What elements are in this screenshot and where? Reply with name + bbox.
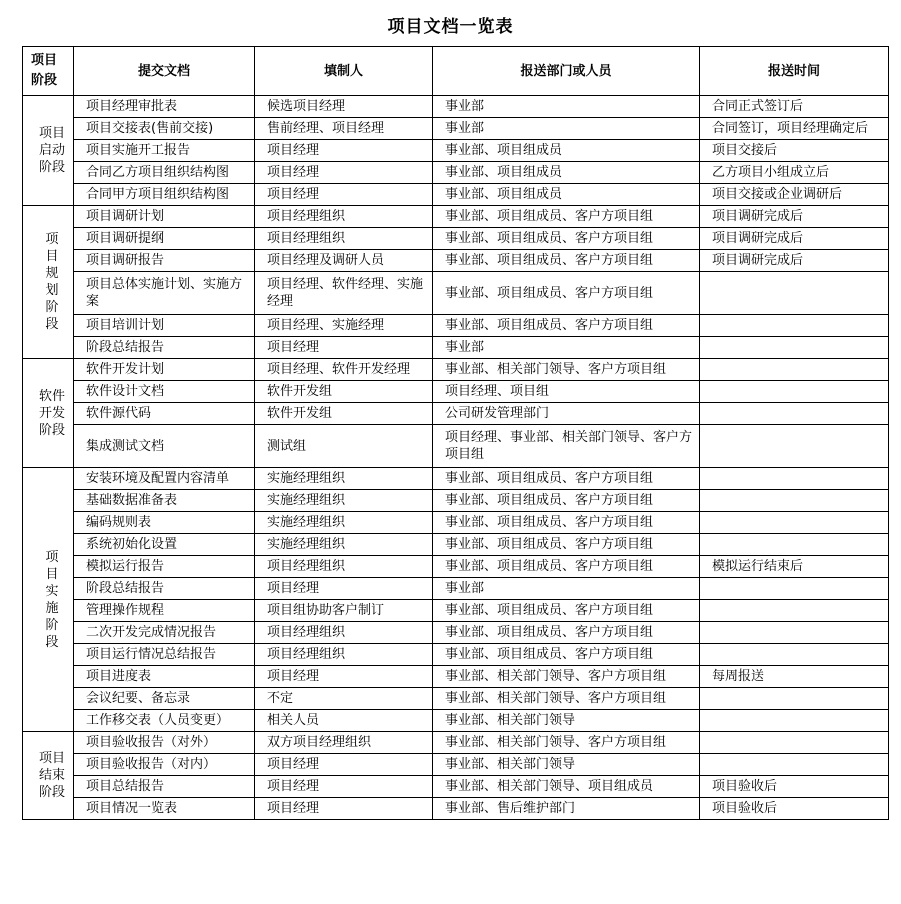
time-cell: 合同签订，项目经理确定后: [700, 118, 889, 140]
table-row: [23, 228, 889, 250]
time-cell: [700, 315, 889, 337]
recipients-cell: 事业部、相关部门领导、项目组成员: [433, 776, 700, 798]
time-cell: [700, 600, 889, 622]
preparer-cell: 项目经理: [255, 754, 433, 776]
document-cell: 项目调研提纲: [74, 228, 255, 250]
recipients-cell: 事业部、项目组成员: [433, 162, 700, 184]
table-row: [23, 250, 889, 272]
stage-name-line: 段: [45, 317, 59, 332]
table-row: [23, 776, 889, 798]
time-cell: 项目交接后: [700, 140, 889, 162]
recipients-cell: 事业部、相关部门领导: [433, 710, 700, 732]
time-cell: [700, 272, 889, 315]
preparer-cell: 项目经理组织: [255, 556, 433, 578]
recipients-cell: 事业部、项目组成员、客户方项目组: [433, 490, 700, 512]
preparer-cell: 双方项目经理组织: [255, 732, 433, 754]
recipients-cell: 事业部、项目组成员、客户方项目组: [433, 534, 700, 556]
stage-name-line: 阶段: [38, 160, 65, 175]
table-row: [23, 578, 889, 600]
stage-name-line: 项目: [38, 751, 65, 766]
stage-name-line: 目: [45, 566, 59, 582]
stage-name-line: 项: [45, 232, 59, 247]
time-cell: 模拟运行结束后: [700, 556, 889, 578]
recipients-cell: 事业部: [433, 96, 700, 118]
preparer-cell: 项目经理: [255, 184, 433, 206]
document-cell: 项目验收报告（对内）: [74, 754, 255, 776]
preparer-cell: 不定: [255, 688, 433, 710]
time-cell: [700, 512, 889, 534]
header-stage: [23, 47, 74, 96]
recipients-cell: 事业部、项目组成员、客户方项目组: [433, 512, 700, 534]
stage-name-line: 启动: [38, 143, 65, 158]
document-cell: 软件源代码: [74, 403, 255, 425]
stage-name-line: 开发: [38, 405, 65, 421]
recipients-cell: 事业部、相关部门领导、客户方项目组: [433, 666, 700, 688]
document-cell: 会议纪要、备忘录: [74, 688, 255, 710]
document-table: [22, 46, 889, 820]
time-cell: 项目交接或企业调研后: [700, 184, 889, 206]
time-cell: [700, 425, 889, 468]
document-cell: 项目进度表: [74, 666, 255, 688]
table-row: [23, 162, 889, 184]
document-cell: 项目培训计划: [74, 315, 255, 337]
stage-name-line: 阶: [45, 617, 59, 633]
recipients-cell: 事业部、项目组成员、客户方项目组: [433, 250, 700, 272]
header-stage-line: 项目: [31, 53, 58, 68]
preparer-cell: 项目经理组织: [255, 644, 433, 666]
document-cell: 软件开发计划: [74, 359, 255, 381]
stage-cell: [23, 359, 74, 468]
time-cell: [700, 468, 889, 490]
recipients-cell: 项目经理、事业部、相关部门领导、客户方项目组: [433, 425, 700, 468]
recipients-cell: 事业部、项目组成员、客户方项目组: [433, 644, 700, 666]
recipients-cell: 事业部、项目组成员、客户方项目组: [433, 272, 700, 315]
stage-cell: [23, 468, 74, 732]
preparer-cell: 实施经理组织: [255, 512, 433, 534]
header-time: 报送时间: [700, 47, 889, 96]
recipients-cell: 事业部、项目组成员、客户方项目组: [433, 600, 700, 622]
document-cell: 阶段总结报告: [74, 578, 255, 600]
recipients-cell: 事业部、项目组成员、客户方项目组: [433, 468, 700, 490]
recipients-cell: 公司研发管理部门: [433, 403, 700, 425]
stage-cell: [23, 206, 74, 359]
document-cell: 软件设计文档: [74, 381, 255, 403]
document-cell: 阶段总结报告: [74, 337, 255, 359]
stage-name-line: 阶: [45, 300, 59, 315]
table-row: [23, 798, 889, 820]
recipients-cell: 事业部、相关部门领导、客户方项目组: [433, 359, 700, 381]
table-row: [23, 315, 889, 337]
document-cell: 项目实施开工报告: [74, 140, 255, 162]
preparer-cell: 项目经理: [255, 666, 433, 688]
table-row: [23, 710, 889, 732]
preparer-cell: 项目经理: [255, 337, 433, 359]
time-cell: [700, 732, 889, 754]
time-cell: 项目调研完成后: [700, 228, 889, 250]
stage-name-line: 项: [45, 549, 59, 565]
recipients-cell: 事业部、相关部门领导、客户方项目组: [433, 688, 700, 710]
stage-cell: [23, 732, 74, 820]
time-cell: [700, 710, 889, 732]
document-cell: 项目运行情况总结报告: [74, 644, 255, 666]
stage-name-line: 阶段: [38, 785, 65, 800]
preparer-cell: 软件开发组: [255, 381, 433, 403]
preparer-cell: 项目经理: [255, 776, 433, 798]
time-cell: [700, 490, 889, 512]
header-row: [23, 47, 889, 96]
stage-name-line: 结束: [38, 768, 65, 783]
preparer-cell: 实施经理组织: [255, 534, 433, 556]
table-row: [23, 403, 889, 425]
time-cell: 项目调研完成后: [700, 206, 889, 228]
table-row: [23, 622, 889, 644]
recipients-cell: 事业部、项目组成员、客户方项目组: [433, 556, 700, 578]
preparer-cell: 软件开发组: [255, 403, 433, 425]
time-cell: [700, 381, 889, 403]
time-cell: [700, 688, 889, 710]
document-cell: 项目总结报告: [74, 776, 255, 798]
preparer-cell: 项目经理: [255, 162, 433, 184]
table-row: [23, 118, 889, 140]
recipients-cell: 项目经理、项目组: [433, 381, 700, 403]
document-cell: 安装环境及配置内容清单: [74, 468, 255, 490]
time-cell: [700, 359, 889, 381]
recipients-cell: 事业部、相关部门领导: [433, 754, 700, 776]
recipients-cell: 事业部: [433, 118, 700, 140]
document-cell: 项目经理审批表: [74, 96, 255, 118]
time-cell: [700, 403, 889, 425]
page-title: 项目文档一览表: [387, 17, 514, 37]
stage-cell: [23, 96, 74, 206]
table-row: [23, 184, 889, 206]
recipients-cell: 事业部、项目组成员、客户方项目组: [433, 228, 700, 250]
preparer-cell: 测试组: [255, 425, 433, 468]
stage-name-line: 段: [45, 634, 59, 650]
time-cell: 每周报送: [700, 666, 889, 688]
table-row: [23, 732, 889, 754]
recipients-cell: 事业部、项目组成员、客户方项目组: [433, 315, 700, 337]
preparer-cell: 项目经理及调研人员: [255, 250, 433, 272]
document-cell: 基础数据准备表: [74, 490, 255, 512]
header-document: 提交文档: [74, 47, 255, 96]
stage-name-line: 项目: [38, 126, 65, 141]
document-cell: 项目交接表(售前交接): [74, 118, 255, 140]
recipients-cell: 事业部、售后维护部门: [433, 798, 700, 820]
table-row: [23, 425, 889, 468]
time-cell: [700, 534, 889, 556]
time-cell: 项目调研完成后: [700, 250, 889, 272]
preparer-cell: 实施经理组织: [255, 490, 433, 512]
time-cell: 项目验收后: [700, 776, 889, 798]
preparer-cell: 项目经理、软件经理、实施经理: [255, 272, 433, 315]
table-row: [23, 534, 889, 556]
preparer-cell: 实施经理组织: [255, 468, 433, 490]
time-cell: [700, 337, 889, 359]
table-row: [23, 381, 889, 403]
document-cell: 项目调研计划: [74, 206, 255, 228]
document-cell: 集成测试文档: [74, 425, 255, 468]
table-row: [23, 272, 889, 315]
time-cell: [700, 578, 889, 600]
document-cell: 项目调研报告: [74, 250, 255, 272]
table-row: [23, 359, 889, 381]
table-row: [23, 490, 889, 512]
recipients-cell: 事业部: [433, 337, 700, 359]
preparer-cell: 项目经理组织: [255, 622, 433, 644]
preparer-cell: 相关人员: [255, 710, 433, 732]
preparer-cell: 项目经理、软件开发经理: [255, 359, 433, 381]
time-cell: [700, 622, 889, 644]
recipients-cell: 事业部、相关部门领导、客户方项目组: [433, 732, 700, 754]
table-row: [23, 206, 889, 228]
document-cell: 系统初始化设置: [74, 534, 255, 556]
table-row: [23, 688, 889, 710]
document-cell: 项目总体实施计划、实施方案: [74, 272, 255, 315]
time-cell: 乙方项目小组成立后: [700, 162, 889, 184]
time-cell: 合同正式签订后: [700, 96, 889, 118]
table-row: [23, 337, 889, 359]
table-row: [23, 600, 889, 622]
stage-name-line: 划: [45, 283, 59, 298]
header-recipients: 报送部门或人员: [433, 47, 700, 96]
stage-name-line: 目: [45, 249, 59, 264]
document-cell: 项目验收报告（对外）: [74, 732, 255, 754]
document-cell: 编码规则表: [74, 512, 255, 534]
preparer-cell: 项目经理: [255, 578, 433, 600]
recipients-cell: 事业部、项目组成员: [433, 140, 700, 162]
table-body: [23, 96, 889, 820]
stage-name-line: 阶段: [38, 422, 65, 438]
time-cell: [700, 644, 889, 666]
table-row: [23, 468, 889, 490]
document-cell: 二次开发完成情况报告: [74, 622, 255, 644]
table-row: [23, 512, 889, 534]
time-cell: 项目验收后: [700, 798, 889, 820]
recipients-cell: 事业部、项目组成员、客户方项目组: [433, 622, 700, 644]
header-preparer: 填制人: [255, 47, 433, 96]
table-row: [23, 140, 889, 162]
recipients-cell: 事业部、项目组成员、客户方项目组: [433, 206, 700, 228]
stage-name-line: 实: [45, 583, 59, 599]
table-row: [23, 556, 889, 578]
table-row: [23, 644, 889, 666]
preparer-cell: 项目组协助客户制订: [255, 600, 433, 622]
table-row: [23, 666, 889, 688]
document-cell: 管理操作规程: [74, 600, 255, 622]
stage-name-line: 规: [45, 266, 59, 281]
document-cell: 项目情况一览表: [74, 798, 255, 820]
header-stage-line: 阶段: [31, 73, 58, 88]
stage-name-line: 施: [45, 600, 59, 616]
preparer-cell: 项目经理、实施经理: [255, 315, 433, 337]
document-cell: 工作移交表（人员变更）: [74, 710, 255, 732]
document-cell: 合同甲方项目组织结构图: [74, 184, 255, 206]
preparer-cell: 售前经理、项目经理: [255, 118, 433, 140]
stage-name-line: 软件: [38, 388, 65, 404]
document-cell: 合同乙方项目组织结构图: [74, 162, 255, 184]
recipients-cell: 事业部、项目组成员: [433, 184, 700, 206]
time-cell: [700, 754, 889, 776]
document-cell: 模拟运行报告: [74, 556, 255, 578]
preparer-cell: 项目经理: [255, 798, 433, 820]
preparer-cell: 项目经理: [255, 140, 433, 162]
recipients-cell: 事业部: [433, 578, 700, 600]
table-row: [23, 96, 889, 118]
preparer-cell: 项目经理组织: [255, 206, 433, 228]
table-row: [23, 754, 889, 776]
preparer-cell: 项目经理组织: [255, 228, 433, 250]
preparer-cell: 候选项目经理: [255, 96, 433, 118]
